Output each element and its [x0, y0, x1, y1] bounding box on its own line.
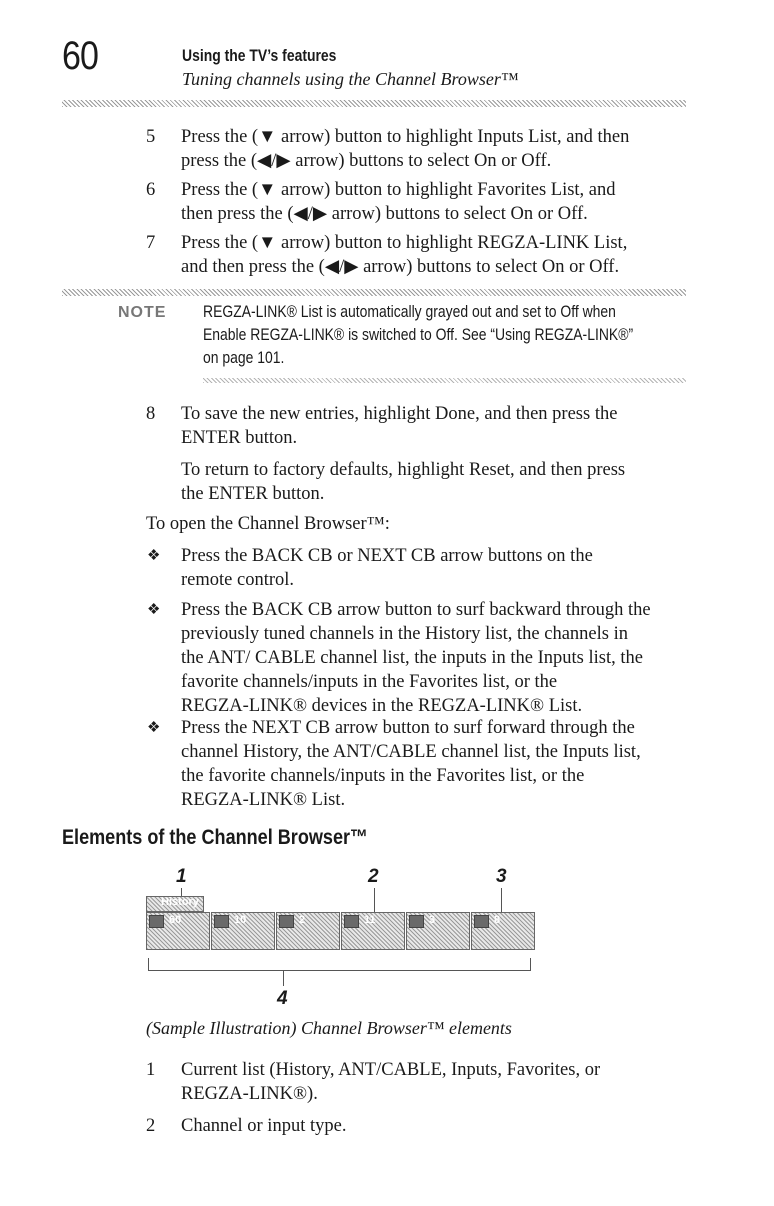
- element-text: Current list (History, ANT/CABLE, Inputs, Favorites, or: [181, 1060, 601, 1080]
- callout-1: 1: [176, 866, 187, 887]
- note-top-rule: [62, 289, 686, 296]
- bullet-text: Press the BACK CB or NEXT CB arrow buttons on the: [181, 546, 593, 566]
- bullet-text: REGZA-LINK® devices in the REGZA-LINK® List.: [181, 696, 583, 716]
- open-intro: To open the Channel Browser™:: [146, 514, 390, 534]
- list-tab: [146, 896, 204, 912]
- bracket-line: [283, 970, 284, 986]
- tile-channel: 11: [364, 914, 376, 926]
- bullet-text: remote control.: [181, 570, 295, 590]
- diamond-bullet-icon: ❖: [147, 548, 161, 564]
- bracket-line: [148, 958, 149, 970]
- diamond-bullet-icon: ❖: [147, 720, 161, 736]
- bullet-text: the ANT/ CABLE channel list, the inputs in the Inputs list, the: [181, 648, 643, 668]
- callout-2: 2: [368, 866, 379, 887]
- step-subtext: the ENTER button.: [181, 484, 325, 504]
- step-number: 5: [146, 127, 156, 147]
- bullet-text: favorite channels/inputs in the Favorites list, or the: [181, 672, 558, 692]
- step-number: 7: [146, 233, 156, 253]
- tv-icon: [474, 915, 489, 928]
- channel-tile: [471, 912, 535, 950]
- element-number: 2: [146, 1116, 156, 1136]
- step-text: press the (◀/▶ arrow) buttons to select On or Off.: [181, 151, 552, 171]
- diamond-bullet-icon: ❖: [147, 602, 161, 618]
- step-text: ENTER button.: [181, 428, 298, 448]
- step-text: Press the (▼ arrow) button to highlight Favorites List, and: [181, 180, 616, 200]
- callout-4: 4: [277, 988, 288, 1009]
- tv-icon: [409, 915, 424, 928]
- step-number: 8: [146, 404, 156, 424]
- tv-icon: [344, 915, 359, 928]
- step-number: 6: [146, 180, 156, 200]
- bullet-text: the favorite channels/inputs in the Favorites list, or the: [181, 766, 585, 786]
- element-number: 1: [146, 1060, 156, 1080]
- channel-tile: [341, 912, 405, 950]
- bracket-line: [148, 970, 531, 971]
- tv-icon: [279, 915, 294, 928]
- channel-tile: [276, 912, 340, 950]
- tile-channel: 60: [169, 914, 182, 926]
- step-text: then press the (◀/▶ arrow) buttons to select On or Off.: [181, 204, 588, 224]
- bullet-text: Press the NEXT CB arrow button to surf forward through the: [181, 718, 635, 738]
- note-text: REGZA-LINK® List is automatically grayed out and set to Off when: [203, 302, 616, 321]
- tile-channel: 2: [299, 914, 306, 926]
- bullet-text: REGZA-LINK® List.: [181, 790, 346, 810]
- page-subtitle: Tuning channels using the Channel Browser™: [182, 69, 519, 89]
- step-text: Press the (▼ arrow) button to highlight REGZA-LINK List,: [181, 233, 628, 253]
- tile-channel: 3: [429, 914, 436, 926]
- tile-channel: 10: [234, 914, 247, 926]
- element-text: REGZA-LINK®).: [181, 1084, 318, 1104]
- section-title: Using the TV’s features: [182, 46, 337, 65]
- callout-line: [374, 888, 375, 912]
- bullet-text: Press the BACK CB arrow button to surf backward through the: [181, 600, 651, 620]
- note-bottom-rule: [203, 378, 686, 383]
- note-text: on page 101.: [203, 348, 285, 367]
- callout-line: [501, 888, 502, 912]
- list-tab-label: History: [161, 896, 199, 908]
- channel-tile: [146, 912, 210, 950]
- callout-3: 3: [496, 866, 507, 887]
- note-text: Enable REGZA-LINK® is switched to Off. See “Using REGZA-LINK®”: [203, 325, 634, 344]
- step-text: and then press the (◀/▶ arrow) buttons to select On or Off.: [181, 257, 620, 277]
- note-label: NOTE: [118, 304, 167, 321]
- bullet-text: channel History, the ANT/CABLE channel list, the Inputs list,: [181, 742, 641, 762]
- channel-tile: [406, 912, 470, 950]
- section-heading: Elements of the Channel Browser™: [62, 826, 369, 849]
- bullet-text: previously tuned channels in the History list, the channels in: [181, 624, 628, 644]
- step-text: Press the (▼ arrow) button to highlight Inputs List, and then: [181, 127, 630, 147]
- step-subtext: To return to factory defaults, highlight Reset, and then press: [181, 460, 626, 480]
- tile-channel: 8: [494, 914, 501, 926]
- element-text: Channel or input type.: [181, 1116, 347, 1136]
- channel-tile: [211, 912, 275, 950]
- step-text: To save the new entries, highlight Done, and then press the: [181, 404, 618, 424]
- illustration-caption: (Sample Illustration) Channel Browser™ elements: [146, 1018, 512, 1038]
- tv-icon: [149, 915, 164, 928]
- page-number: 60: [62, 34, 99, 78]
- bracket-line: [530, 958, 531, 970]
- tv-icon: [214, 915, 229, 928]
- header-rule: [62, 100, 686, 107]
